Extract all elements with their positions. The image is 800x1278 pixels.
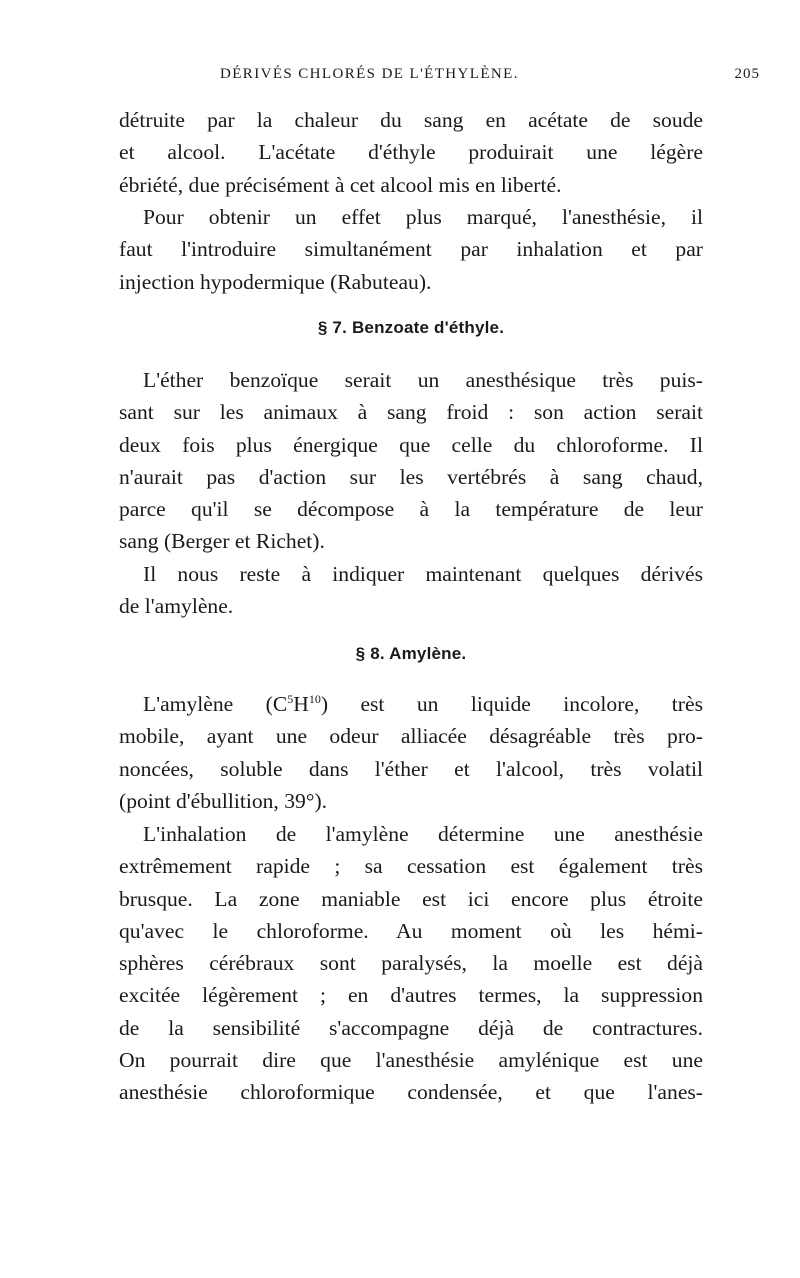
text-line: faut l'introduire simultanément par inhalation et par	[119, 237, 703, 262]
text-line: injection hypodermique (Rabuteau).	[119, 269, 432, 294]
section-heading-7: § 7. Benzoate d'éthyle.	[317, 318, 505, 337]
text-line: qu'avec le chloroforme. Au moment où les hémi-	[119, 918, 703, 943]
running-head	[120, 66, 760, 90]
text-line: et alcool. L'acétate d'éthyle produirait une légère	[119, 140, 703, 165]
section-heading-8: § 8. Amylène.	[355, 644, 467, 663]
text-line: ébriété, due précisément à cet alcool mis en liberté.	[119, 172, 562, 197]
text-fragment: L'amylène (C	[143, 692, 288, 716]
formula-subscript: 5	[287, 692, 294, 706]
text-line: extrêmement rapide ; sa cessation est également très	[119, 854, 703, 879]
paragraph-3	[119, 364, 703, 558]
text-line: (point d'ébullition, 39°).	[119, 788, 328, 813]
text-line: deux fois plus énergique que celle du chloroforme. Il	[119, 432, 703, 457]
text-line: sang (Berger et Richet).	[119, 529, 325, 554]
paragraph-6	[119, 818, 703, 1109]
text-line: noncées, soluble dans l'éther et l'alcool, très volatil	[119, 756, 703, 781]
paragraph-2	[119, 201, 703, 298]
text-line: sphères cérébraux sont paralysés, la moelle est déjà	[119, 951, 703, 976]
running-title: DÉRIVÉS CHLORÉS DE L'ÉTHYLÈNE.	[220, 66, 519, 82]
text-line-formula	[119, 688, 703, 720]
text-line: L'inhalation de l'amylène détermine une anesthésie	[143, 822, 703, 846]
text-line: parce qu'il se décompose à la température de leur	[119, 497, 703, 522]
text-line: On pourrait dire que l'anesthésie amylénique est une	[119, 1048, 703, 1073]
text-line: de la sensibilité s'accompagne déjà de contractures.	[119, 1015, 703, 1040]
text-fragment: ) est un liquide incolore, très	[320, 692, 703, 716]
formula-subscript: 10	[308, 692, 321, 706]
text-line: sant sur les animaux à sang froid : son action serait	[119, 400, 703, 425]
paragraph-1	[119, 104, 703, 201]
text-line: excitée légèrement ; en d'autres termes, la suppression	[119, 983, 703, 1008]
page-number: 205	[734, 66, 760, 82]
text-line: détruite par la chaleur du sang en acétate de soude	[119, 108, 703, 132]
text-line: mobile, ayant une odeur alliacée désagréable très pro-	[119, 724, 703, 749]
text-line: Pour obtenir un effet plus marqué, l'anesthésie, il	[143, 205, 703, 229]
text-line: n'aurait pas d'action sur les vertébrés à sang chaud,	[119, 464, 703, 489]
text-line: anesthésie chloroformique condensée, et que l'anes-	[119, 1080, 703, 1105]
text-line: L'éther benzoïque serait un anesthésique très puis-	[143, 368, 703, 392]
paragraph-4	[119, 558, 703, 623]
text-line: Il nous reste à indiquer maintenant quelques dérivés	[143, 562, 703, 586]
text-line: brusque. La zone maniable est ici encore plus étroite	[119, 886, 703, 911]
paragraph-5	[119, 688, 703, 817]
text-line: de l'amylène.	[119, 594, 234, 619]
text-fragment: H	[293, 692, 309, 716]
